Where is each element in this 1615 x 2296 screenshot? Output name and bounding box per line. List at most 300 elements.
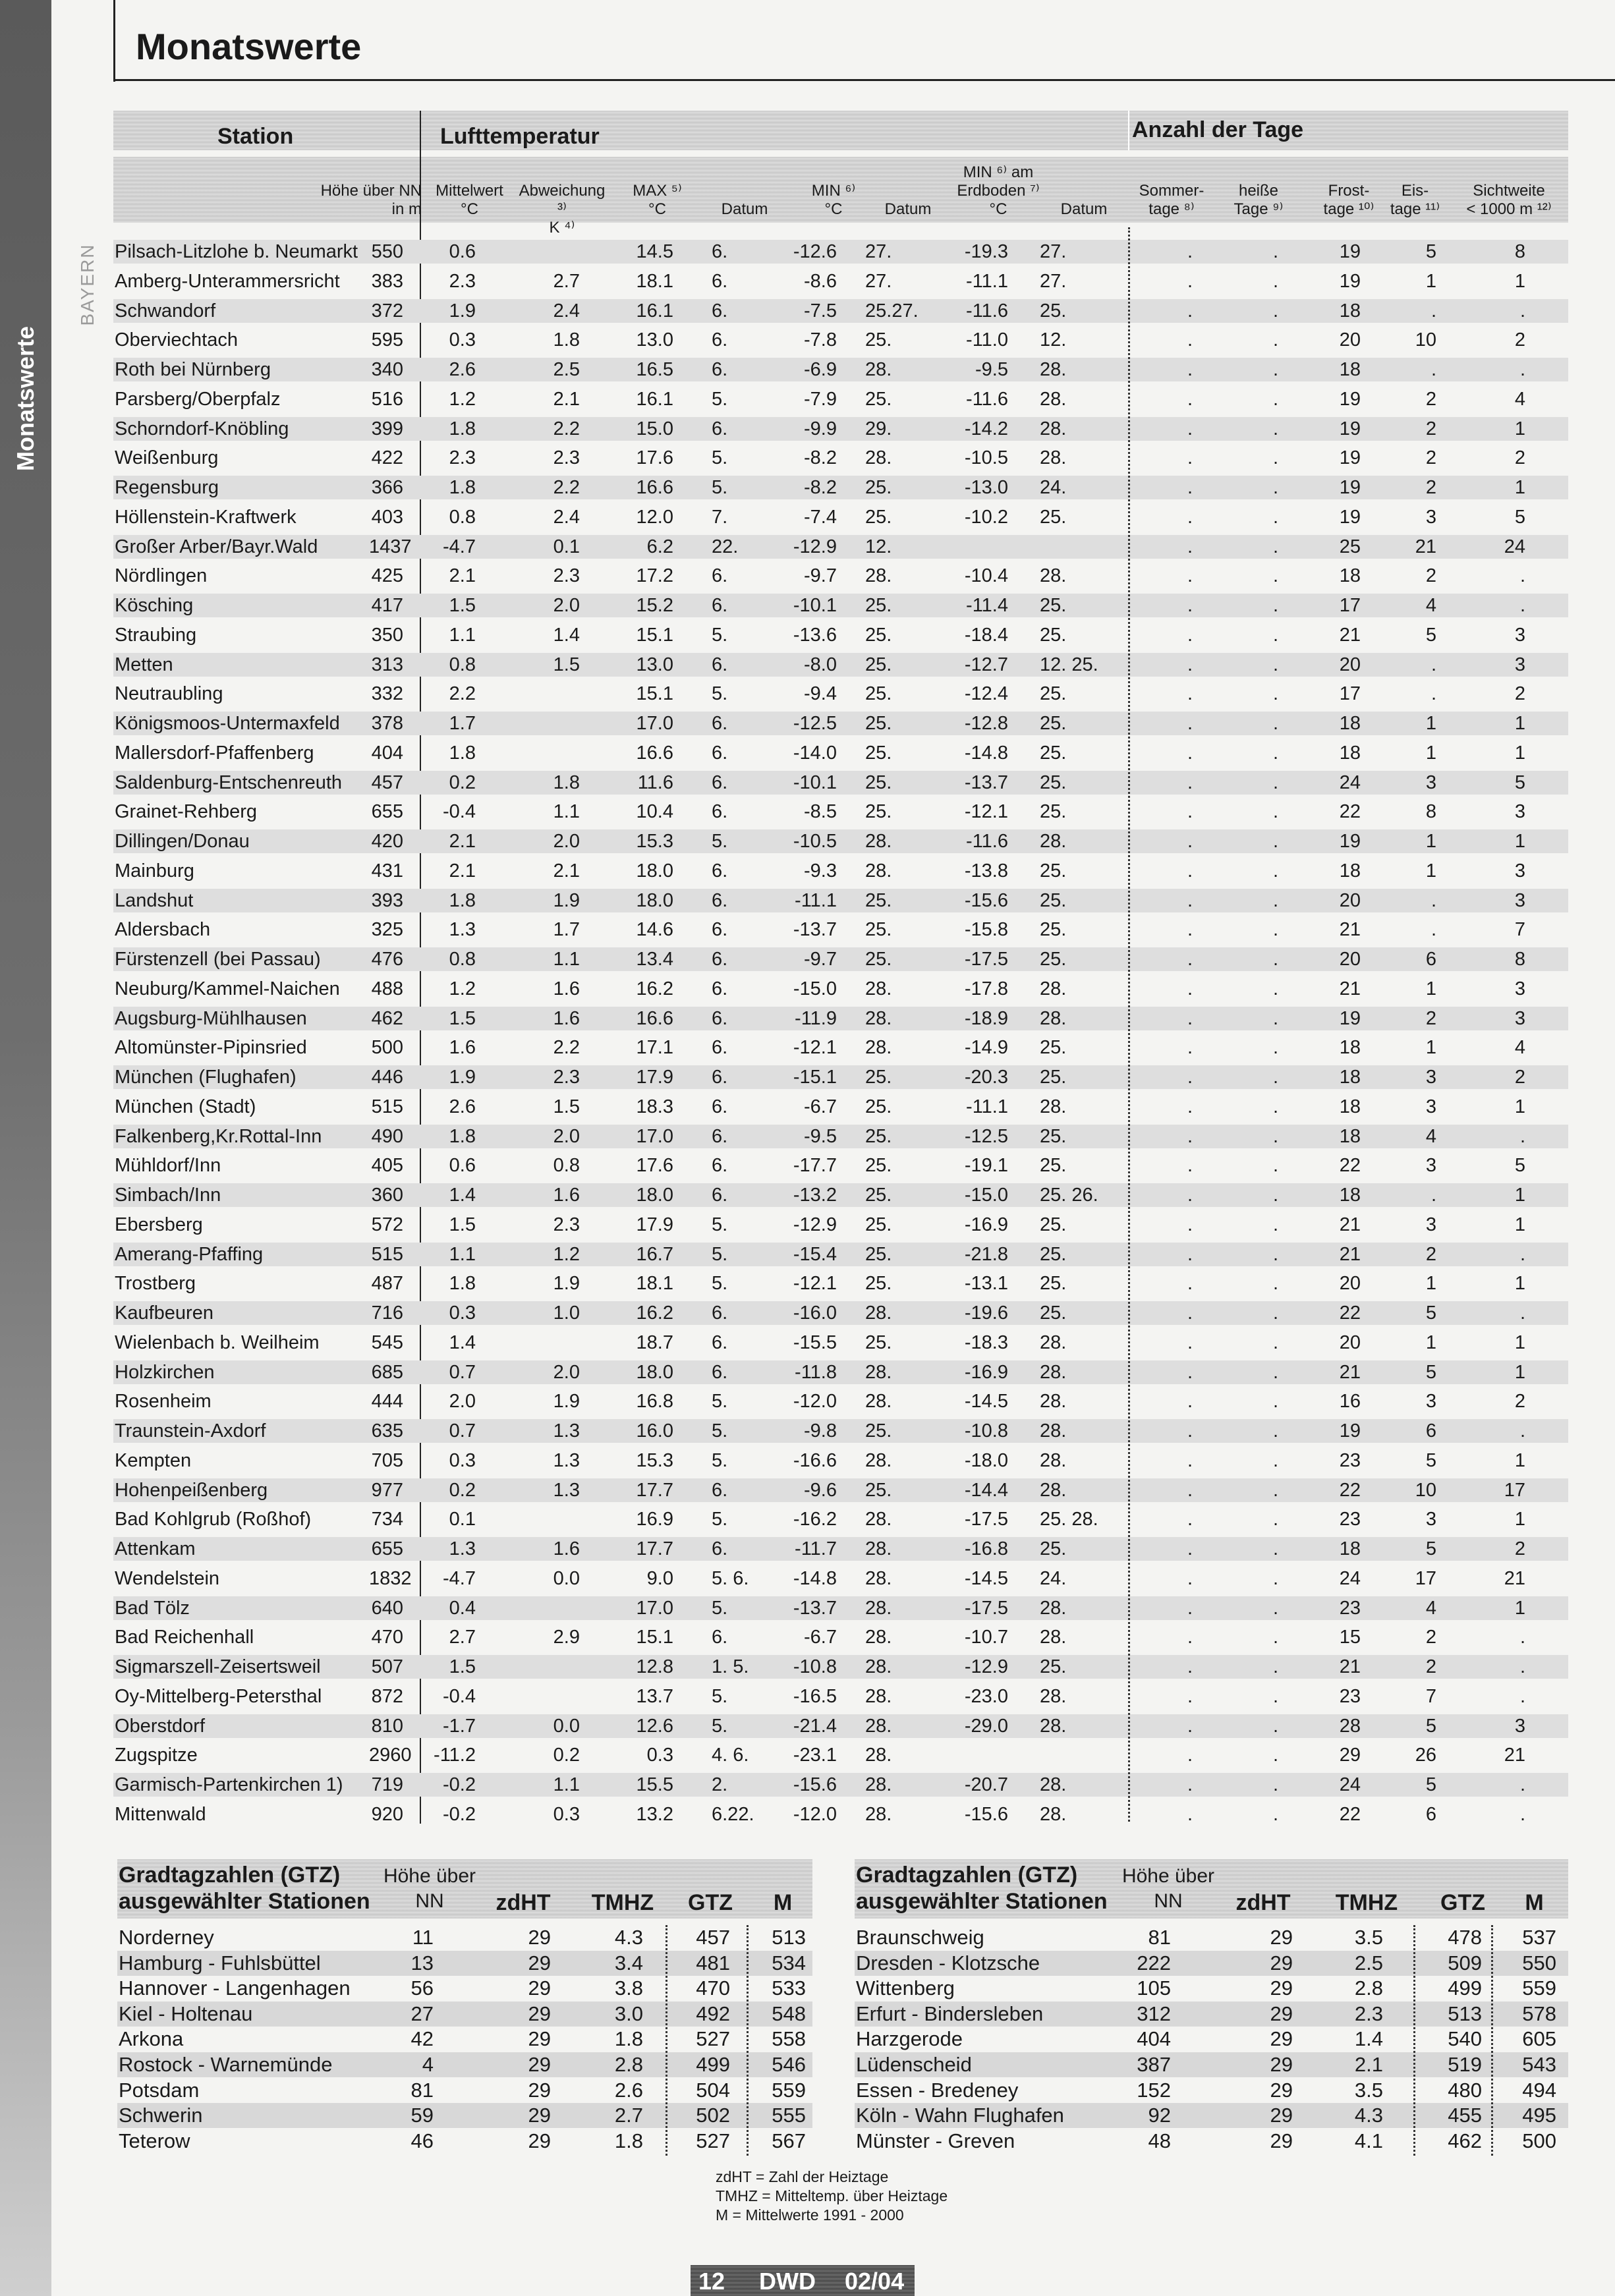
cell-heisse-tage: . [1272, 447, 1278, 469]
cell-sommertage: . [1187, 1479, 1193, 1501]
cell-erd-datum: 28. [1040, 1774, 1067, 1795]
cell-mittelwert: 1.9 [449, 1067, 476, 1088]
cell-max: 15.1 [636, 1627, 673, 1648]
cell-max: 15.1 [636, 624, 673, 646]
table-row [0, 1478, 1615, 1502]
cell-sichtweite: 24 [1504, 536, 1525, 557]
gtz-cell-gtz: 455 [1448, 2104, 1482, 2127]
gtz-cell-zdht: 29 [528, 2027, 551, 2051]
cell-max: 17.7 [636, 1538, 673, 1559]
cell-station: Bad Kohlgrub (Roßhof) [115, 1509, 312, 1530]
cell-max-datum: 6. [712, 742, 728, 764]
cell-max-datum: 6. [712, 595, 728, 616]
gtz-divider [1491, 1925, 1493, 2156]
cell-frosttage: 18 [1339, 713, 1361, 734]
cell-max: 11.6 [637, 771, 673, 793]
cell-sommertage: . [1187, 978, 1193, 999]
cell-eistage: 10 [1415, 329, 1436, 351]
cell-min: -13.6 [793, 624, 837, 646]
cell-sichtweite: 3 [1514, 1007, 1525, 1029]
cell-heisse-tage: . [1272, 1567, 1278, 1589]
table-row [0, 535, 1615, 559]
gtz-cell-zdht: 29 [528, 1951, 551, 1974]
gtz-cell-station: Münster - Greven [856, 2129, 1015, 2152]
cell-min-datum: 28. [865, 1685, 892, 1707]
gtz-cell-hoehe: 48 [1148, 2129, 1171, 2152]
cell-sommertage: . [1187, 1331, 1193, 1353]
cell-sommertage: . [1187, 1538, 1193, 1559]
cell-max: 17.6 [636, 1155, 673, 1177]
cell-abweichung: 2.2 [553, 1037, 580, 1059]
cell-mittelwert: 1.8 [449, 889, 476, 911]
cell-max-datum: 5. [712, 1597, 728, 1619]
cell-erd-datum: 25. [1040, 860, 1067, 882]
table-row [0, 1773, 1615, 1797]
cell-station: Straubing [115, 624, 197, 646]
cell-abweichung: 2.3 [553, 565, 580, 587]
cell-erd-datum: 25. [1040, 1656, 1067, 1677]
cell-min-erdboden: -14.2 [964, 418, 1008, 439]
cell-heisse-tage: . [1272, 1361, 1278, 1383]
cell-max: 18.1 [636, 1273, 673, 1295]
cell-eistage: 2 [1425, 1627, 1436, 1648]
cell-sichtweite: . [1519, 359, 1525, 380]
cell-eistage: 3 [1425, 1067, 1436, 1088]
cell-hoehe: 470 [371, 1627, 403, 1648]
cell-erd-datum: 25. [1040, 801, 1067, 823]
cell-abweichung: 2.5 [553, 359, 580, 380]
cell-erd-datum: 28. [1040, 1715, 1067, 1737]
cell-frosttage: 19 [1339, 270, 1361, 292]
cell-max-datum: 6. [712, 1331, 728, 1353]
cell-sichtweite: . [1519, 1685, 1525, 1707]
group-gap [1128, 111, 1129, 150]
cell-sichtweite: 2 [1514, 329, 1525, 351]
cell-eistage: . [1431, 654, 1436, 675]
cell-max: 15.2 [636, 595, 673, 616]
cell-hoehe: 655 [371, 801, 403, 823]
subheader-line: °C [648, 200, 666, 218]
cell-sommertage: . [1187, 241, 1193, 262]
cell-sichtweite: 1 [1514, 1214, 1525, 1235]
cell-station: Wielenbach b. Weilheim [115, 1331, 320, 1353]
cell-min-datum: 25. [865, 654, 892, 675]
cell-eistage: 6 [1425, 949, 1436, 970]
cell-max-datum: 6. [712, 1627, 728, 1648]
cell-sichtweite: 1 [1514, 1273, 1525, 1295]
cell-station: Aldersbach [115, 919, 211, 941]
table-row [0, 741, 1615, 765]
cell-station: Garmisch-Partenkirchen 1) [115, 1774, 343, 1795]
cell-hoehe: 1832 [369, 1567, 412, 1589]
cell-frosttage: 24 [1339, 771, 1361, 793]
cell-eistage: 5 [1425, 241, 1436, 262]
cell-heisse-tage: . [1272, 1185, 1278, 1206]
group-header-station: Station [217, 124, 294, 149]
gtz-cell-gtz: 504 [696, 2078, 730, 2102]
cell-abweichung: 1.7 [553, 919, 580, 941]
gtz-table [117, 1859, 812, 2175]
gtz-row [855, 2052, 1568, 2077]
cell-station: Augsburg-Mühlhausen [115, 1007, 307, 1029]
cell-station: Ebersberg [115, 1214, 203, 1235]
gtz-cell-station: Wittenberg [856, 1976, 955, 2000]
gtz-cell-station: Hannover - Langenhagen [119, 1976, 351, 2000]
cell-min-erdboden: -11.1 [966, 270, 1008, 292]
cell-heisse-tage: . [1272, 1125, 1278, 1147]
cell-station: München (Stadt) [115, 1096, 256, 1117]
cell-heisse-tage: . [1272, 978, 1278, 999]
sidebar-label: Monatswerte [12, 325, 39, 472]
cell-station: Mühldorf/Inn [115, 1155, 221, 1177]
cell-sommertage: . [1187, 536, 1193, 557]
gtz-cell-gtz: 462 [1448, 2129, 1482, 2152]
cell-min: -15.4 [793, 1243, 837, 1265]
cell-eistage: 8 [1425, 801, 1436, 823]
cell-hoehe: 500 [371, 1037, 403, 1059]
cell-sichtweite: 2 [1514, 683, 1525, 705]
cell-min-datum: 28. [865, 860, 892, 882]
cell-hoehe: 685 [371, 1361, 403, 1383]
cell-frosttage: 21 [1339, 1656, 1361, 1677]
gtz-cell-tmhz: 3.8 [614, 1976, 643, 2000]
table-row [0, 1685, 1615, 1708]
cell-frosttage: 22 [1339, 1155, 1361, 1177]
gtz-row [117, 2002, 812, 2027]
cell-hoehe: 378 [371, 713, 403, 734]
table-row [0, 564, 1615, 588]
cell-hoehe: 734 [371, 1509, 403, 1530]
cell-erd-datum: 28. [1040, 565, 1067, 587]
gtz-cell-gtz: 492 [696, 2002, 730, 2025]
cell-sichtweite: 5 [1514, 771, 1525, 793]
cell-min-datum: 29. [865, 418, 892, 439]
gtz-row [117, 2027, 812, 2052]
gtz-cell-gtz: 470 [696, 1976, 730, 2000]
cell-min-datum: 28. [865, 978, 892, 999]
cell-hoehe: 488 [371, 978, 403, 999]
cell-sichtweite: 1 [1514, 713, 1525, 734]
subheader-line: tage ⁸⁾ [1148, 200, 1195, 218]
gtz-col-header: GTZ [688, 1890, 733, 1915]
gtz-cell-gtz: 513 [1448, 2002, 1482, 2025]
cell-heisse-tage: . [1272, 1155, 1278, 1177]
cell-hoehe: 1437 [369, 536, 412, 557]
cell-max: 10.4 [636, 801, 673, 823]
cell-erd-datum: 28. [1040, 359, 1067, 380]
cell-sommertage: . [1187, 1037, 1193, 1059]
cell-mittelwert: 0.8 [449, 654, 476, 675]
table-row [0, 1065, 1615, 1089]
cell-mittelwert: 2.2 [449, 683, 476, 705]
cell-sichtweite: 5 [1514, 1155, 1525, 1177]
cell-min-erdboden: -16.9 [964, 1214, 1008, 1235]
gtz-cell-station: Hamburg - Fuhlsbüttel [119, 1951, 321, 1974]
gtz-row [855, 2129, 1568, 2154]
cell-eistage: 3 [1425, 1509, 1436, 1530]
cell-erd-datum: 24. [1040, 477, 1067, 498]
cell-sommertage: . [1187, 506, 1193, 528]
subheader-line: MIN ⁶⁾ [811, 182, 856, 200]
cell-hoehe: 372 [371, 300, 403, 322]
gtz-row [855, 2103, 1568, 2128]
cell-min-datum: 25. [865, 595, 892, 616]
gtz-row [855, 2027, 1568, 2052]
gtz-cell-tmhz: 2.6 [614, 2078, 643, 2102]
cell-min: -8.2 [804, 477, 837, 498]
cell-eistage: 21 [1415, 536, 1436, 557]
cell-mittelwert: 1.5 [449, 1214, 476, 1235]
cell-sommertage: . [1187, 831, 1193, 852]
footnote-line: M = Mittelwerte 1991 - 2000 [716, 2206, 904, 2224]
cell-eistage: 3 [1425, 506, 1436, 528]
table-row [0, 947, 1615, 971]
cell-min: -9.4 [804, 683, 837, 705]
cell-min-datum: 25. [865, 1067, 892, 1088]
cell-hoehe: 420 [371, 831, 403, 852]
cell-max: 13.4 [636, 949, 673, 970]
cell-hoehe: 516 [371, 388, 403, 410]
gtz-cell-tmhz: 2.1 [1354, 2053, 1383, 2076]
cell-min-datum: 25. [865, 477, 892, 498]
cell-sommertage: . [1187, 300, 1193, 322]
cell-abweichung: 2.4 [553, 300, 580, 322]
cell-erd-datum: 28. [1040, 447, 1067, 469]
cell-sommertage: . [1187, 1067, 1193, 1088]
cell-sichtweite: . [1519, 1125, 1525, 1147]
cell-min-datum: 28. [865, 1302, 892, 1324]
cell-min-erdboden: -11.6 [966, 300, 1008, 322]
cell-mittelwert: -0.2 [443, 1803, 476, 1825]
cell-sommertage: . [1187, 565, 1193, 587]
cell-hoehe: 515 [371, 1243, 403, 1265]
cell-hoehe: 872 [371, 1685, 403, 1707]
cell-eistage: 5 [1425, 624, 1436, 646]
cell-abweichung: 0.0 [553, 1567, 580, 1589]
cell-heisse-tage: . [1272, 418, 1278, 439]
cell-max: 16.6 [636, 742, 673, 764]
cell-min: -15.5 [793, 1331, 837, 1353]
cell-min-erdboden: -11.6 [966, 388, 1008, 410]
cell-sommertage: . [1187, 713, 1193, 734]
gtz-col-header: TMHZ [1335, 1890, 1398, 1915]
subheader-line: tage ¹¹⁾ [1390, 200, 1440, 218]
cell-station: Hohenpeißenberg [115, 1479, 268, 1501]
cell-max: 18.0 [636, 860, 673, 882]
cell-max: 16.1 [636, 388, 673, 410]
cell-hoehe: 422 [371, 447, 403, 469]
cell-mittelwert: 1.3 [449, 1538, 476, 1559]
cell-min-erdboden: -15.8 [964, 919, 1008, 941]
subheader-sicht [1450, 182, 1568, 219]
cell-mittelwert: 1.1 [449, 624, 476, 646]
cell-sommertage: . [1187, 1715, 1193, 1737]
cell-mittelwert: 1.8 [449, 1125, 476, 1147]
cell-min: -7.9 [804, 388, 837, 410]
gtz-cell-station: Arkona [119, 2027, 184, 2051]
subheader-mittelwert [428, 182, 511, 219]
cell-heisse-tage: . [1272, 742, 1278, 764]
cell-hoehe: 444 [371, 1391, 403, 1413]
cell-mittelwert: 0.6 [449, 1155, 476, 1177]
cell-heisse-tage: . [1272, 1656, 1278, 1677]
subheader-line: °C [824, 200, 843, 218]
cell-mittelwert: 1.9 [449, 300, 476, 322]
cell-max-datum: 6. [712, 889, 728, 911]
cell-abweichung: 2.3 [553, 447, 580, 469]
table-row [0, 800, 1615, 824]
subheader-line: Erdboden ⁷⁾ [957, 182, 1040, 200]
cell-max-datum: 4. 6. [712, 1745, 749, 1766]
gtz-row [855, 1976, 1568, 2001]
cell-heisse-tage: . [1272, 595, 1278, 616]
cell-min-datum: 28. [865, 1037, 892, 1059]
cell-max-datum: 6. [712, 978, 728, 999]
cell-min: -9.3 [804, 860, 837, 882]
cell-mittelwert: 1.4 [449, 1331, 476, 1353]
cell-min-erdboden: -13.0 [964, 477, 1008, 498]
cell-hoehe: 457 [371, 771, 403, 793]
gtz-cell-m: 546 [772, 2053, 806, 2076]
cell-sichtweite: 21 [1504, 1745, 1525, 1766]
cell-sommertage: . [1187, 742, 1193, 764]
cell-min-erdboden: -12.8 [964, 713, 1008, 734]
cell-eistage: 3 [1425, 771, 1436, 793]
cell-eistage: 2 [1425, 1656, 1436, 1677]
cell-heisse-tage: . [1272, 359, 1278, 380]
cell-heisse-tage: . [1272, 1007, 1278, 1029]
cell-min-datum: 27. [865, 241, 892, 262]
cell-min-datum: 28. [865, 1774, 892, 1795]
cell-max: 17.9 [636, 1214, 673, 1235]
gtz-cell-hoehe: 56 [411, 1976, 434, 2000]
subheader-sommertage [1132, 182, 1211, 219]
cell-hoehe: 446 [371, 1067, 403, 1088]
cell-frosttage: 17 [1339, 683, 1361, 705]
cell-sichtweite: 1 [1514, 1096, 1525, 1117]
cell-hoehe: 490 [371, 1125, 403, 1147]
cell-mittelwert: 2.7 [449, 1627, 476, 1648]
cell-max-datum: 5. 6. [712, 1567, 749, 1589]
gtz-cell-m: 605 [1522, 2027, 1556, 2051]
gtz-cell-tmhz: 1.4 [1354, 2027, 1383, 2051]
cell-min: -9.8 [804, 1420, 837, 1442]
gtz-col-header: GTZ [1440, 1890, 1485, 1915]
cell-min-erdboden: -11.6 [966, 831, 1008, 852]
cell-erd-datum: 25. [1040, 949, 1067, 970]
cell-sichtweite: . [1519, 1243, 1525, 1265]
cell-erd-datum: 28. [1040, 1420, 1067, 1442]
cell-max-datum: 6.22. [712, 1803, 754, 1825]
cell-hoehe: 487 [371, 1273, 403, 1295]
cell-heisse-tage: . [1272, 1745, 1278, 1766]
cell-min: -7.4 [804, 506, 837, 528]
cell-min-datum: 25.27. [865, 300, 919, 322]
cell-min: -15.0 [793, 978, 837, 999]
cell-eistage: 2 [1425, 1007, 1436, 1029]
cell-max-datum: 5. [712, 477, 728, 498]
cell-sommertage: . [1187, 1745, 1193, 1766]
subheader-line: Abweichung ³⁾ [519, 182, 606, 218]
cell-max: 15.3 [636, 831, 673, 852]
subheader-line: heiße [1238, 182, 1279, 200]
gtz-cell-hoehe: 59 [411, 2104, 434, 2127]
cell-mittelwert: 0.4 [449, 1597, 476, 1619]
table-row [0, 1331, 1615, 1355]
cell-abweichung: 1.3 [553, 1420, 580, 1442]
gtz-cell-hoehe: 81 [1148, 1926, 1171, 1949]
cell-station: Königsmoos-Untermaxfeld [115, 713, 340, 734]
cell-min: -8.2 [804, 447, 837, 469]
cell-min: -10.1 [793, 771, 837, 793]
gtz-hoehe-header: Höhe über [1121, 1865, 1215, 1887]
cell-heisse-tage: . [1272, 1096, 1278, 1117]
cell-sommertage: . [1187, 1509, 1193, 1530]
subheader-line: Frost- [1328, 182, 1370, 200]
cell-station: München (Flughafen) [115, 1067, 297, 1088]
cell-heisse-tage: . [1272, 1449, 1278, 1471]
cell-min: -12.0 [793, 1391, 837, 1413]
cell-mittelwert: 1.8 [449, 1273, 476, 1295]
table-row [0, 1272, 1615, 1295]
gtz-cell-hoehe: 4 [422, 2053, 434, 2076]
gtz-divider [1413, 1925, 1415, 2156]
cell-sommertage: . [1187, 860, 1193, 882]
cell-frosttage: 18 [1339, 300, 1361, 322]
gtz-cell-zdht: 29 [1270, 1976, 1293, 2000]
cell-min: -11.8 [795, 1361, 837, 1383]
gtz-cell-m: 500 [1522, 2129, 1556, 2152]
cell-hoehe: 716 [371, 1302, 403, 1324]
cell-sichtweite: . [1519, 1656, 1525, 1677]
cell-mittelwert: 1.2 [449, 388, 476, 410]
cell-min-datum: 25. [865, 713, 892, 734]
cell-hoehe: 313 [371, 654, 403, 675]
cell-mittelwert: 1.8 [449, 418, 476, 439]
cell-min-erdboden: -14.8 [964, 742, 1008, 764]
cell-max-datum: 5. [712, 1243, 728, 1265]
cell-eistage: 5 [1425, 1774, 1436, 1795]
subheader-line: Eis- [1401, 182, 1429, 200]
footer-page-number: 12 [698, 2268, 725, 2295]
subheader-min_erd [946, 163, 1051, 219]
cell-sichtweite: 2 [1514, 1391, 1525, 1413]
cell-frosttage: 23 [1339, 1685, 1361, 1707]
gtz-row [855, 2002, 1568, 2027]
table-row [0, 1803, 1615, 1826]
table-row [0, 299, 1615, 323]
cell-mittelwert: 0.2 [449, 1479, 476, 1501]
gtz-cell-station: Rostock - Warnemünde [119, 2053, 333, 2076]
cell-mittelwert: 1.6 [449, 1037, 476, 1059]
cell-hoehe: 977 [371, 1479, 403, 1501]
cell-abweichung: 1.9 [553, 889, 580, 911]
cell-eistage: 1 [1425, 1273, 1436, 1295]
cell-hoehe: 340 [371, 359, 403, 380]
cell-max-datum: 5. [712, 1273, 728, 1295]
gtz-cell-hoehe: 404 [1137, 2027, 1171, 2051]
cell-max: 15.1 [636, 683, 673, 705]
cell-min-datum: 28. [865, 1627, 892, 1648]
gtz-row [117, 2103, 812, 2128]
table-row [0, 1507, 1615, 1531]
gtz-cell-station: Dresden - Klotzsche [856, 1951, 1040, 1974]
cell-eistage: 1 [1425, 713, 1436, 734]
cell-mittelwert: -0.4 [443, 1685, 476, 1707]
cell-mittelwert: 1.2 [449, 978, 476, 999]
cell-max-datum: 5. [712, 1214, 728, 1235]
table-row [0, 446, 1615, 470]
